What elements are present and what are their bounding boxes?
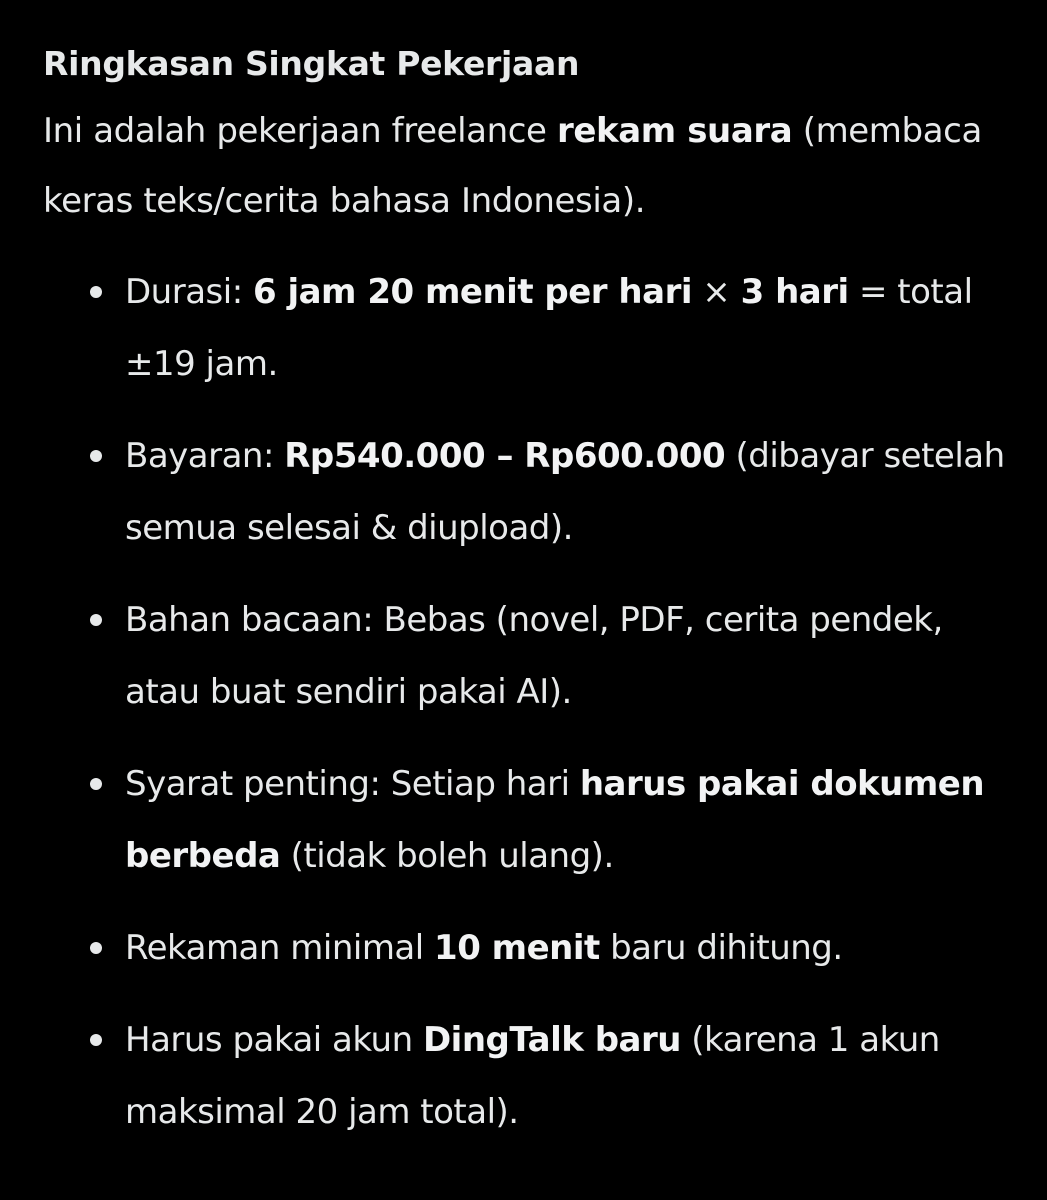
durasi-days: 3 hari — [740, 272, 849, 312]
rekaman-minimum: 10 menit — [434, 928, 600, 968]
bayaran-range: Rp540.000 – Rp600.000 — [284, 436, 726, 476]
intro-paragraph — [43, 96, 1018, 236]
bayaran-label: Bayaran: — [125, 436, 285, 476]
list-item-bahan-bacaan — [43, 584, 1018, 728]
durasi-multiply: × — [692, 272, 741, 312]
bullet-dot-icon — [90, 286, 102, 298]
akun-note: (karena 1 akun maksimal 20 jam total). — [125, 1020, 940, 1132]
syarat-highlight: harus pakai dokumen berbeda — [125, 764, 985, 876]
list-item-bayaran — [43, 420, 1018, 564]
rekaman-tail: baru dihitung. — [599, 928, 843, 968]
bullet-dot-icon — [90, 778, 102, 790]
bullet-dot-icon — [90, 942, 102, 954]
durasi-label: Durasi: — [125, 272, 253, 312]
list-item-akun — [43, 1004, 1018, 1148]
bahan-bacaan-text: Bahan bacaan: Bebas (novel, PDF, cerita pendek, atau buat sendiri pakai AI). — [125, 600, 943, 712]
syarat-note: (tidak boleh ulang). — [280, 836, 614, 876]
syarat-label: Syarat penting: Setiap hari — [125, 764, 580, 804]
akun-label: Harus pakai akun — [125, 1020, 423, 1060]
intro-text-tail: (membaca keras teks/cerita bahasa Indonesia). — [43, 111, 982, 221]
list-item-syarat — [43, 748, 1018, 892]
intro-highlight: rekam suara — [556, 111, 793, 151]
rekaman-label: Rekaman minimal — [125, 928, 435, 968]
durasi-total: = total ±19 jam. — [125, 272, 973, 384]
bayaran-note: (dibayar setelah semua selesai & diupload). — [125, 436, 1005, 548]
list-item-rekaman — [43, 912, 1018, 984]
list-item-durasi — [43, 256, 1018, 400]
summary-card — [43, 32, 1018, 1168]
intro-text: Ini adalah pekerjaan freelance — [43, 111, 557, 151]
bullet-dot-icon — [90, 450, 102, 462]
summary-title: Ringkasan Singkat Pekerjaan — [43, 44, 580, 83]
durasi-per-day: 6 jam 20 menit per hari — [252, 272, 692, 312]
bullet-dot-icon — [90, 1034, 102, 1046]
bullet-dot-icon — [90, 614, 102, 626]
summary-list — [43, 256, 1018, 1148]
akun-highlight: DingTalk baru — [422, 1020, 681, 1060]
